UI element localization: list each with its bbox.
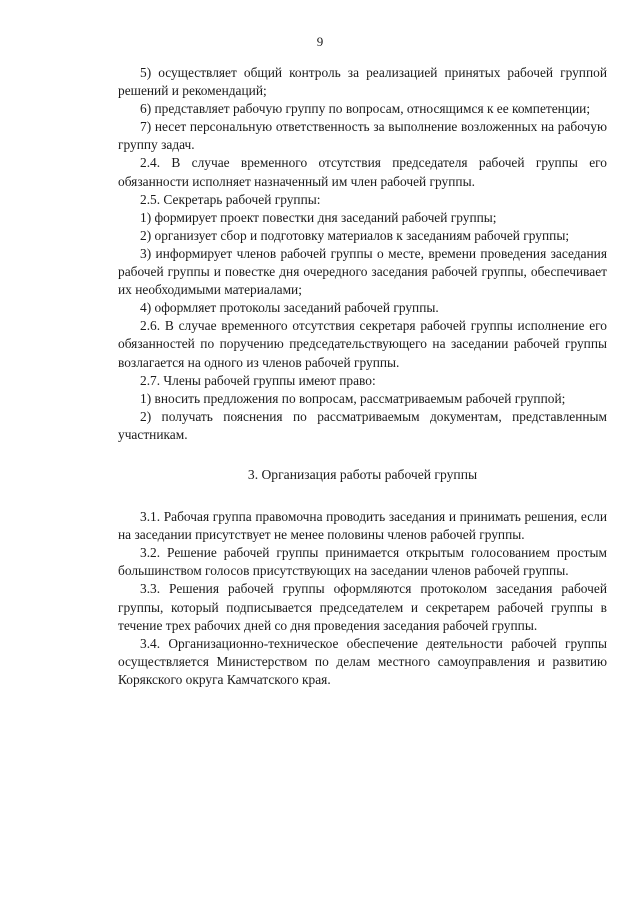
section-heading: 3. Организация работы рабочей группы (247, 466, 478, 482)
paragraph-2-5: 2.5. Секретарь рабочей группы: (140, 191, 321, 207)
paragraph-2-5-item-2: 2) организует сбор и подготовку материалов к заседаниям рабочей группы; (140, 227, 570, 243)
paragraph-item-5: 5) осуществляет общий контроль за реализацией принятых рабочей группой решений и рекомендаций; (118, 65, 607, 99)
paragraph-3-3: 3.3. Решения рабочей группы оформляются протоколом заседания рабочей группы, который подписывается председателем и секретарем рабочей группы в течение трех рабочих дней со дня проведения заседания рабочей группы. (118, 581, 607, 633)
paragraph-3-1: 3.1. Рабочая группа правомочна проводить заседания и принимать решения, если на заседании присутствует не менее половины членов рабочей группы. (118, 509, 607, 543)
paragraph-2-5-item-4: 4) оформляет протоколы заседаний рабочей группы. (140, 300, 439, 316)
paragraph-2-7: 2.7. Члены рабочей группы имеют право: (140, 372, 376, 388)
paragraph-2-4: 2.4. В случае временного отсутствия председателя рабочей группы его обязанности исполняет назначенный им член рабочей группы. (118, 155, 607, 189)
document-body (118, 64, 607, 689)
paragraph-3-4: 3.4. Организационно-техническое обеспечение деятельности рабочей группы осуществляется Министерством по делам местного самоуправления и развитию Корякского округа Камчатского края. (118, 635, 607, 687)
paragraph-2-5-item-3: 3) информирует членов рабочей группы о месте, времени проведения заседания рабочей группы и повестке дня очередного заседания рабочей группы, обеспечивает их необходимыми материалами; (118, 245, 607, 298)
paragraph-item-7: 7) несет персональную ответственность за выполнение возложенных на рабочую группу задач. (118, 119, 607, 153)
page-number: 9 (316, 34, 324, 49)
paragraph-2-6: 2.6. В случае временного отсутствия секретаря рабочей группы исполнение его обязанностей по поручению председательствующего на заседании рабочей группы возлагается на одного из членов рабочей группы. (118, 318, 607, 370)
paragraph-item-6: 6) представляет рабочую группу по вопросам, относящимся к ее компетенции; (140, 101, 591, 117)
paragraph-3-2: 3.2. Решение рабочей группы принимается открытым голосованием простым большинством голосов присутствующих на заседании членов рабочей группы. (118, 545, 607, 579)
paragraph-2-7-item-2: 2) получать пояснения по рассматриваемым документам, представленным участникам. (118, 408, 607, 442)
paragraph-2-5-item-1: 1) формирует проект повестки дня заседаний рабочей группы; (140, 209, 497, 225)
paragraph-2-7-item-1: 1) вносить предложения по вопросам, рассматриваемым рабочей группой; (140, 390, 566, 406)
